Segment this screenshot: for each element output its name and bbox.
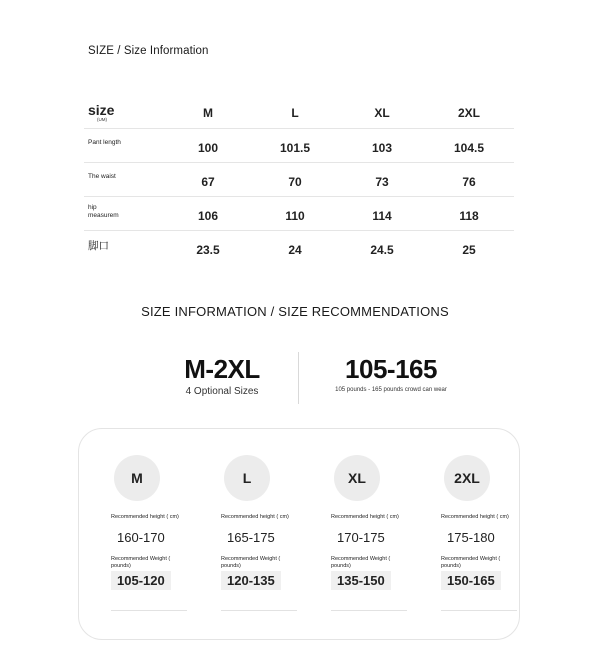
table-cell: 110 xyxy=(285,209,305,223)
recommendation-column-l xyxy=(221,429,307,639)
height-value: 165-175 xyxy=(227,530,275,545)
table-cell: 24 xyxy=(288,243,302,257)
weight-label: Recommended Weight ( pounds) xyxy=(111,556,171,569)
table-cell: 101.5 xyxy=(279,141,311,155)
weight-summary xyxy=(316,354,466,393)
column-header-2xl: 2XL xyxy=(457,106,480,120)
height-value: 175-180 xyxy=(447,530,495,545)
recommendation-column-m xyxy=(111,429,197,639)
table-cell: 24.5 xyxy=(370,243,394,257)
size-badge: XL xyxy=(334,455,380,501)
sizes-summary xyxy=(168,354,276,397)
weight-value: 150-165 xyxy=(441,571,501,590)
table-row xyxy=(84,231,514,264)
divider xyxy=(441,610,517,611)
column-header-l: L xyxy=(291,106,299,120)
weight-value: 135-150 xyxy=(331,571,391,590)
size-badge: M xyxy=(114,455,160,501)
row-label: The waist xyxy=(88,173,116,180)
table-row xyxy=(84,129,514,163)
size-badge: 2XL xyxy=(444,455,490,501)
size-badge: L xyxy=(224,455,270,501)
row-label: hip measurem xyxy=(88,204,119,219)
size-table xyxy=(84,95,514,264)
divider xyxy=(221,610,297,611)
recommendation-card xyxy=(78,428,520,640)
page-title: SIZE / Size Information xyxy=(88,45,209,57)
divider xyxy=(111,610,187,611)
row-label: 脚口 xyxy=(88,240,109,252)
weight-label: Recommended Weight ( pounds) xyxy=(441,556,501,569)
table-cell: 106 xyxy=(197,209,219,223)
weight-range: 105-165 xyxy=(345,354,437,384)
sizes-range: M-2XL xyxy=(184,354,260,384)
height-label: Recommended height ( cm) xyxy=(111,514,179,520)
recommendation-column-2xl xyxy=(441,429,527,639)
table-row xyxy=(84,197,514,231)
table-cell: 73 xyxy=(375,175,389,189)
table-header-row xyxy=(84,95,514,129)
size-header-unit: (UM) xyxy=(97,117,107,122)
table-cell: 104.5 xyxy=(453,141,485,155)
table-cell: 114 xyxy=(372,209,392,223)
weight-value: 105-120 xyxy=(111,571,171,590)
summary-divider xyxy=(298,352,299,404)
height-value: 170-175 xyxy=(337,530,385,545)
size-header-label: size xyxy=(88,102,115,118)
sizes-caption: 4 Optional Sizes xyxy=(185,386,259,397)
table-cell: 76 xyxy=(462,175,476,189)
weight-value: 120-135 xyxy=(221,571,281,590)
table-cell: 100 xyxy=(197,141,219,155)
height-value: 160-170 xyxy=(117,530,165,545)
table-cell: 70 xyxy=(288,175,302,189)
height-label: Recommended height ( cm) xyxy=(331,514,399,520)
section-title: SIZE INFORMATION / SIZE RECOMMENDATIONS xyxy=(141,304,449,319)
recommendation-column-xl xyxy=(331,429,417,639)
height-label: Recommended height ( cm) xyxy=(221,514,289,520)
column-header-xl: XL xyxy=(374,106,390,120)
table-cell: 67 xyxy=(201,175,215,189)
table-cell: 23.5 xyxy=(196,243,220,257)
table-cell: 118 xyxy=(459,209,479,223)
height-label: Recommended height ( cm) xyxy=(441,514,509,520)
divider xyxy=(331,610,407,611)
size-header-cell xyxy=(88,103,114,122)
table-row xyxy=(84,163,514,197)
weight-label: Recommended Weight ( pounds) xyxy=(331,556,391,569)
row-label: Pant length xyxy=(88,139,121,146)
weight-caption: 105 pounds - 165 pounds crowd can wear xyxy=(335,387,447,393)
table-cell: 25 xyxy=(462,243,476,257)
table-cell: 103 xyxy=(371,141,393,155)
weight-label: Recommended Weight ( pounds) xyxy=(221,556,281,569)
column-header-m: M xyxy=(203,106,213,120)
